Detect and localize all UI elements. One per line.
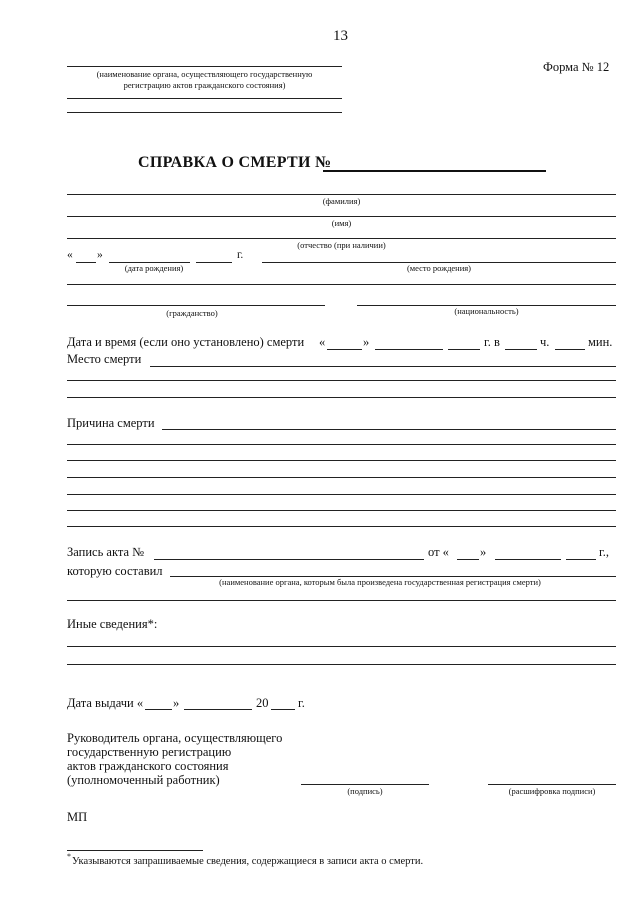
- citizenship-caption: (гражданство): [166, 308, 218, 318]
- birth-date-close-quote: »: [97, 249, 103, 261]
- head-line-3: актов гражданского состояния: [67, 759, 229, 773]
- patronymic-caption: (отчество (при наличии): [297, 240, 386, 250]
- death-place-line-3[interactable]: [67, 397, 616, 398]
- signature-decoding-field[interactable]: [488, 784, 616, 785]
- act-record-from-label: от «: [428, 545, 449, 559]
- death-cause-line-7[interactable]: [67, 526, 616, 527]
- death-cause-line-4[interactable]: [67, 477, 616, 478]
- birth-date-caption: (дата рождения): [124, 263, 184, 273]
- name-caption: (имя): [331, 218, 352, 228]
- birth-year-suffix: г.: [237, 249, 244, 261]
- signature-caption: (подпись): [347, 786, 383, 796]
- organ-caption-line1: (наименование органа, осуществляющего государственную: [96, 69, 313, 79]
- birth-day-field[interactable]: [76, 262, 96, 263]
- death-datetime-label: Дата и время (если оно установлено) смерти: [67, 335, 305, 349]
- patronymic-field[interactable]: [67, 238, 616, 239]
- birth-place-extra-line[interactable]: [67, 284, 616, 285]
- organ-name-line[interactable]: [67, 66, 342, 67]
- act-record-month-field[interactable]: [495, 559, 561, 560]
- death-cause-line-6[interactable]: [67, 510, 616, 511]
- signature-decoding-caption: (расшифровка подписи): [508, 786, 596, 796]
- death-cause-label: Причина смерти: [67, 416, 155, 430]
- footnote-text: Указываются запрашиваемые сведения, содержащиеся в записи акта о смерти.: [72, 856, 424, 867]
- footnote-mark: *: [67, 852, 71, 861]
- act-record-number-field[interactable]: [154, 559, 424, 560]
- head-line-4: (уполномоченный работник): [67, 773, 220, 787]
- surname-field[interactable]: [67, 194, 616, 195]
- death-year-suffix: г. в: [484, 335, 500, 349]
- death-cause-line-5[interactable]: [67, 494, 616, 495]
- issue-date-close-quote: »: [173, 696, 180, 710]
- head-line-2: государственную регистрацию: [67, 745, 232, 759]
- organ-extra-line-1[interactable]: [67, 98, 342, 99]
- death-hours-field[interactable]: [505, 349, 537, 350]
- other-info-label: Иные сведения*:: [67, 617, 158, 631]
- page-number: 13: [333, 28, 348, 44]
- act-record-label: Запись акта №: [67, 545, 145, 559]
- death-cause-line-3[interactable]: [67, 460, 616, 461]
- name-field[interactable]: [67, 216, 616, 217]
- birth-year-field[interactable]: [196, 262, 232, 263]
- issue-year-suffix: г.: [298, 696, 305, 710]
- death-minutes-field[interactable]: [555, 349, 585, 350]
- footnote-separator: [67, 850, 203, 851]
- nationality-caption: (национальность): [454, 306, 519, 316]
- death-place-line-2[interactable]: [67, 380, 616, 381]
- birth-date-open-quote: «: [67, 249, 73, 261]
- act-record-year-suffix: г.,: [599, 545, 609, 559]
- issue-year-field[interactable]: [271, 709, 295, 710]
- issue-month-field[interactable]: [184, 709, 252, 710]
- compiled-by-line-2[interactable]: [67, 600, 616, 601]
- issue-year-prefix: 20: [256, 696, 269, 710]
- organ-extra-line-2[interactable]: [67, 112, 342, 113]
- death-day-field[interactable]: [327, 349, 362, 350]
- death-year-field[interactable]: [448, 349, 480, 350]
- death-cause-line-2[interactable]: [67, 444, 616, 445]
- death-place-field[interactable]: [150, 366, 616, 367]
- other-info-line-2[interactable]: [67, 664, 616, 665]
- act-record-year-field[interactable]: [566, 559, 596, 560]
- issue-date-label: Дата выдачи «: [67, 696, 144, 710]
- death-date-open-quote: «: [319, 335, 326, 349]
- signature-field[interactable]: [301, 784, 429, 785]
- death-month-field[interactable]: [375, 349, 443, 350]
- act-record-day-field[interactable]: [457, 559, 479, 560]
- death-date-close-quote: »: [363, 335, 370, 349]
- stamp-label: МП: [67, 810, 88, 824]
- organ-caption-line2: регистрацию актов гражданского состояния): [123, 80, 286, 90]
- head-line-1: Руководитель органа, осуществляющего: [67, 731, 283, 745]
- act-record-close-quote: »: [480, 545, 487, 559]
- death-hours-suffix: ч.: [540, 335, 550, 349]
- issue-day-field[interactable]: [145, 709, 172, 710]
- compiled-by-label: которую составил: [67, 564, 163, 578]
- compiled-by-caption: (наименование органа, которым была произведена государственная регистрация смерти): [219, 577, 541, 587]
- certificate-number-line[interactable]: [323, 170, 546, 172]
- form-number: Форма № 12: [543, 60, 610, 74]
- death-place-label: Место смерти: [67, 352, 142, 366]
- death-cause-field[interactable]: [162, 429, 616, 430]
- citizenship-field[interactable]: [67, 305, 325, 306]
- document-title: СПРАВКА О СМЕРТИ №: [138, 154, 332, 171]
- surname-caption: (фамилия): [322, 196, 361, 206]
- other-info-line-1[interactable]: [67, 646, 616, 647]
- birth-place-caption: (место рождения): [406, 263, 472, 273]
- death-minutes-suffix: мин.: [588, 335, 613, 349]
